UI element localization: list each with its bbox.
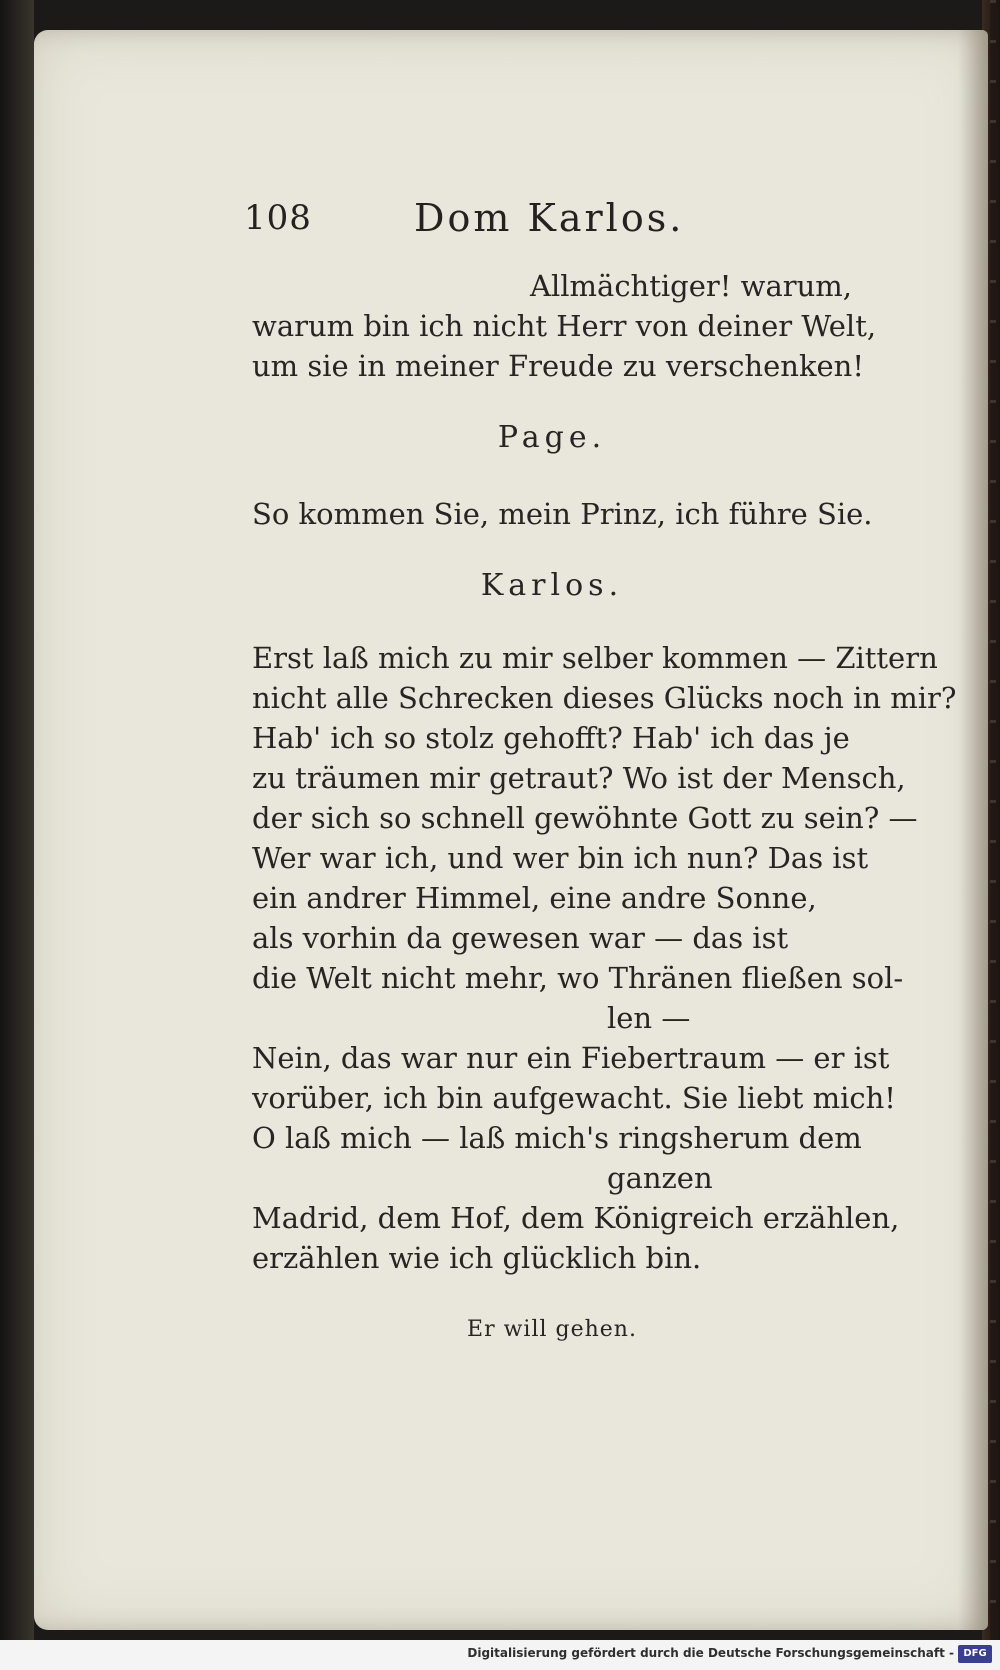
running-title: Dom Karlos. (414, 196, 685, 240)
text-line: O laß mich — laß mich's ringsherum dem (252, 1121, 862, 1155)
funding-credit: Digitalisierung gefördert durch die Deutsche Forschungsgemeinschaft - (467, 1646, 954, 1660)
book-edge-marks (990, 0, 996, 1640)
text-line-continuation: len — (607, 1001, 691, 1035)
text-line: Wer war ich, und wer bin ich nun? Das ist (252, 841, 869, 875)
text-line: Erst laß mich zu mir selber kommen — Zittern (252, 641, 938, 675)
text-line: als vorhin da gewesen war — das ist (252, 921, 789, 955)
book-edge-left (0, 0, 34, 1670)
text-line: die Welt nicht mehr, wo Thränen fließen sol- (252, 961, 904, 995)
text-line: Hab' ich so stolz gehofft? Hab' ich das je (252, 721, 850, 755)
text-line: ein andrer Himmel, eine andre Sonne, (252, 881, 817, 915)
text-line: So kommen Sie, mein Prinz, ich führe Sie. (252, 497, 873, 531)
stage-direction: Er will gehen. (467, 1317, 637, 1342)
speaker-name: Page. (497, 420, 607, 455)
text-line: Allmächtiger! warum, (530, 269, 852, 303)
page-header (244, 198, 844, 258)
page-number: 108 (244, 198, 312, 238)
speaker-name: Karlos. (480, 568, 624, 603)
book-page (34, 30, 988, 1630)
text-block (252, 266, 957, 1350)
text-line: Nein, das war nur ein Fiebertraum — er ist (252, 1041, 890, 1075)
text-line: zu träumen mir getraut? Wo ist der Mensch, (252, 761, 906, 795)
text-line: erzählen wie ich glücklich bin. (252, 1241, 702, 1275)
text-line: vorüber, ich bin aufgewacht. Sie liebt mich! (252, 1081, 896, 1115)
text-line: warum bin ich nicht Herr von deiner Welt, (252, 309, 877, 343)
text-line: der sich so schnell gewöhnte Gott zu sein? — (252, 801, 918, 835)
text-line: Madrid, dem Hof, dem Königreich erzählen, (252, 1201, 900, 1235)
text-line: nicht alle Schrecken dieses Glücks noch in mir? (252, 681, 957, 715)
footer-bar (0, 1640, 1000, 1670)
text-line-continuation: ganzen (607, 1161, 713, 1195)
text-line: um sie in meiner Freude zu verschenken! (252, 349, 865, 383)
dfg-logo-icon: DFG (958, 1645, 992, 1663)
